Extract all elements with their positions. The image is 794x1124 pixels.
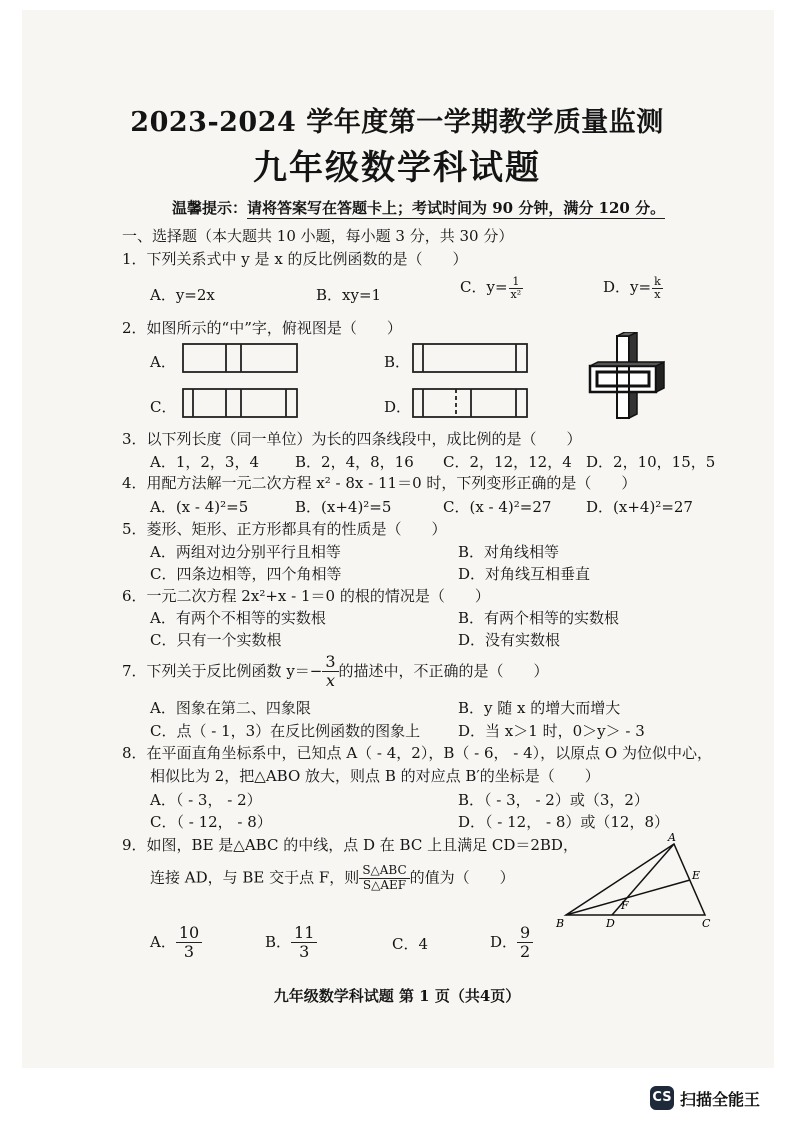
q2-option-c-figure [182,388,298,418]
q7-stem-pre: 7．下列关于反比例函数 y＝− [122,661,323,680]
q7-option-b: B．y 随 x 的增大而增大 [458,699,621,717]
q1-option-b: B．xy=1 [316,286,382,304]
zhong-3d-figure [584,332,670,424]
q5-option-d: D．对角线互相垂直 [458,565,591,583]
q8-option-a: A．（ - 3， - 2） [150,791,262,809]
q9-triangle-figure [550,830,730,935]
q8-option-c: C．（ - 12， - 8） [150,813,272,831]
q6-option-b: B．有两个相等的实数根 [458,609,620,627]
q9-option-b [265,924,317,962]
q1-stem: 1．下列关系式中 y 是 x 的反比例函数的是（ ） [122,250,468,268]
q1-option-c [460,276,524,300]
q1-option-d [603,276,664,300]
q8-stem-line1: 8．在平面直角坐标系中，已知点 A（ - 4，2），B（ - 6， - 4），以原点 O 为位似中心， [122,744,712,762]
section-heading: 一、选择题（本大题共 10 小题，每小题 3 分，共 30 分） [122,227,514,245]
label-f: F [621,899,629,912]
q9-d-denominator: 2 [520,942,531,962]
label-d: D [606,917,615,930]
q7-numerator: 3 [322,653,338,672]
q1-d-numerator: k [654,275,661,288]
q9-b-denominator: 3 [299,942,310,962]
q1-c-numerator: 1 [509,276,524,289]
q2-option-b: B． [384,353,411,371]
q4-option-c: C．(x - 4)²=27 [443,498,552,516]
q2-stem: 2．如图所示的“中”字，俯视图是（ ） [122,319,402,337]
q1-option-c-pre: y= [486,278,508,297]
q6-stem: 6．一元二次方程 2x²+x - 1＝0 的根的情况是（ ） [122,587,490,605]
camscanner-name: 扫描全能王 [680,1089,761,1109]
q7-stem-post: 的描述中，不正确的是（ ） [338,661,549,680]
q5-stem: 5．菱形、矩形、正方形都具有的性质是（ ） [122,520,447,538]
q7-stem [122,653,549,691]
q9-option-d [490,924,533,962]
q9-b-numerator: 11 [291,924,317,943]
q4-option-b: B．(x+4)²=5 [295,498,392,516]
q3-stem: 3．以下列长度（同一单位）为长的四条线段中，成比例的是（ ） [122,430,582,448]
q9-stem-line2 [150,864,515,893]
q2-option-a-figure [182,343,298,373]
q8-option-b: B．（ - 3， - 2）或（3，2） [458,791,649,809]
q3-option-c: C．2，12，12，4 [443,453,572,471]
page-footer: 九年级数学科试题 第 1 页（共4页） [273,987,521,1005]
tip-text: 请将答案写在答题卡上；考试时间为 90 分钟，满分 120 分。 [247,199,666,217]
q1-option-d-label: D． [603,278,631,297]
q5-option-a: A．两组对边分别平行且相等 [150,543,341,561]
q9-ratio-numerator: S△ABC [359,864,409,879]
q8-stem-line2: 相似比为 2，把△ABO 放大，则点 B 的对应点 B′的坐标是（ ） [150,767,600,785]
label-b: B [556,917,565,930]
q6-option-a: A．有两个不相等的实数根 [150,609,326,627]
q9-ratio-denominator: S△AEF [362,877,407,892]
q2-option-c: C． [150,398,177,416]
q1-option-a: A．y=2x [150,286,215,304]
q4-stem: 4．用配方法解一元二次方程 x² - 8x - 11＝0 时，下列变形正确的是（ ） [122,474,637,492]
q2-option-b-figure [412,343,528,373]
exam-title-line1: 2023-2024 学年度第一学期教学质量监测 [130,107,664,138]
q1-d-denominator: x [654,287,661,301]
q1-option-c-label: C． [460,278,487,297]
q6-option-c: C．只有一个实数根 [150,631,282,649]
q2-option-d-figure [412,388,528,418]
q9-d-numerator: 9 [517,924,533,943]
label-c: C [702,917,711,930]
q7-option-c: C．点（ - 1，3）在反比例函数的图象上 [150,722,421,740]
q8-option-d: D．（ - 12， - 8）或（12，8） [458,813,669,831]
exam-title-line2: 九年级数学科试题 [253,148,541,188]
q9-stem-line1: 9．如图，BE 是△ABC 的中线，点 D 在 BC 上且满足 CD＝2BD， [122,836,578,854]
camscanner-logo: CS [650,1086,674,1110]
q7-option-d: D．当 x＞1 时，0＞y＞ - 3 [458,722,645,740]
q4-option-d: D．(x+4)²=27 [586,498,693,516]
q2-option-d: D． [384,398,412,416]
q4-option-a: A．(x - 4)²=5 [150,498,249,516]
q9-option-d-label: D． [490,932,518,951]
q5-option-c: C．四条边相等，四个角相等 [150,565,342,583]
q3-option-a: A．1，2，3，4 [150,453,260,471]
q1-c-denominator: x² [510,287,522,301]
q9-option-c: C．4 [392,935,429,953]
q9-option-b-label: B． [265,932,292,951]
q9-option-a [150,924,202,962]
label-a: A [668,831,676,844]
q9-a-denominator: 3 [183,942,195,962]
q7-denominator: x [325,671,335,691]
q2-option-a: A． [150,353,176,371]
tip [172,197,665,218]
q7-option-a: A．图象在第二、四象限 [150,699,311,717]
tip-label: 温馨提示： [172,199,248,217]
scanner-watermark [650,1086,760,1110]
q9-a-numerator: 10 [176,924,202,943]
q9-option-a-label: A． [150,932,176,951]
q1-option-d-pre: y= [630,278,652,297]
q3-option-b: B．2，4，8，16 [295,453,414,471]
q9-stem-pre: 连接 AD，与 BE 交于点 F，则 [150,868,360,887]
q9-stem-post: 的值为（ ） [409,868,515,887]
label-e: E [692,869,701,882]
q6-option-d: D．没有实数根 [458,631,561,649]
q3-option-d: D．2，10，15，5 [586,453,716,471]
q5-option-b: B．对角线相等 [458,543,560,561]
triangle-abc [566,844,705,915]
